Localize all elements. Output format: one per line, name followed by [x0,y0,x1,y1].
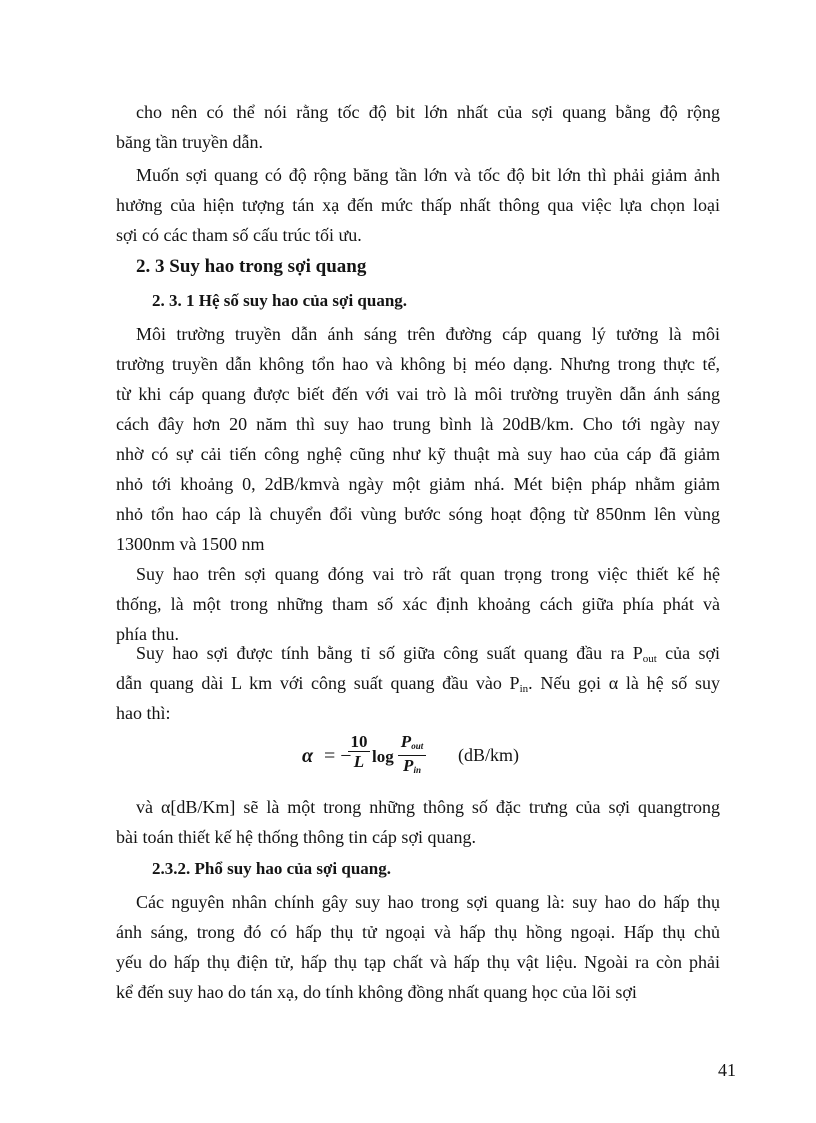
subsection-heading: 2. 3. 1 Hệ số suy hao của sợi quang. [152,291,408,310]
page-number: 41 [718,1060,736,1080]
formula-equals: = − [324,745,352,767]
text-line: nhờ có sự cải tiến công nghệ cũng như kỹ thuật mà suy hao của cáp đã giảm [116,444,720,464]
formula-log: log [372,747,394,766]
formula-p: P [403,756,414,775]
formula-fraction-10-over-L [348,733,370,772]
text-line: cách đây hơn 20 năm thì suy hao trung bình là 20dB/km. Cho tới ngày nay [116,414,720,434]
text-fragment: Suy hao sợi được tính bằng tỉ số giữa công suất quang đầu ra P [136,643,643,663]
formula-denominator: L [353,752,365,771]
text-line: và α[dB/Km] sẽ là một trong những thông số đặc trưng của sợi quangtrong [136,797,720,817]
formula-sub-out: out [411,741,424,751]
text-line: hưởng của hiện tượng tán xạ đến mức thấp nhất thông qua việc lựa chọn loại [116,195,720,215]
text-line: yếu do hấp thụ điện tử, hấp thụ tạp chất và hấp thụ vật liệu. Ngoài ra còn phải [116,952,720,972]
text-line: từ khi cáp quang được biết đến với vai trò là môi trường truyền dẫn ánh sáng [116,384,720,404]
section-heading: 2. 3 Suy hao trong sợi quang [136,256,367,277]
formula-fraction-power [398,733,426,780]
subscript: out [642,653,657,665]
text-line [136,641,720,671]
formula-numerator: 10 [348,733,370,752]
text-line: bài toán thiết kế hệ thống thông tin cáp sợi quang. [116,827,476,847]
text-line [116,671,720,701]
text-line: Muốn sợi quang có độ rộng băng tần lớn và tốc độ bit lớn thì phải giảm ảnh [136,165,720,185]
formula-alpha: α [302,745,314,767]
formula-unit: (dB/km) [458,745,519,765]
text-line: băng tần truyền dẫn. [116,132,263,152]
subsection-heading: 2.3.2. Phổ suy hao của sợi quang. [152,859,391,878]
text-line: cho nên có thể nói rằng tốc độ bit lớn nhất của sợi quang bằng độ rộng [136,102,720,122]
text-line: phía thu. [116,624,179,644]
formula-p-out [398,733,426,756]
text-line: ánh sáng, trong đó có hấp thụ tử ngoại và hấp thụ hồng ngoại. Hấp thụ chủ [116,922,720,942]
text-line: hao thì: [116,703,171,723]
formula-sub-in: in [413,765,421,775]
text-fragment: của sợi [656,643,720,663]
text-line: thống, là một trong những tham số xác định khoảng cách giữa phía phát và [116,594,720,614]
text-line: Môi trường truyền dẫn ánh sáng trên đường cáp quang lý tưởng là môi [136,324,720,344]
text-line: Suy hao trên sợi quang đóng vai trò rất quan trọng trong việc thiết kế hệ [136,564,720,584]
text-line: sợi có các tham số cấu trúc tối ưu. [116,225,362,245]
text-fragment: . Nếu gọi α là hệ số suy [528,673,720,693]
text-line: trường truyền dẫn không tổn hao và không bị méo dạng. Nhưng trong thực tế, [116,354,720,374]
formula-p: P [400,732,412,751]
text-line: Các nguyên nhân chính gây suy hao trong sợi quang là: suy hao do hấp thụ [136,892,720,912]
subscript: in [519,683,529,695]
attenuation-formula [302,733,542,779]
text-fragment: dẫn quang dài L km với công suất quang đầu vào P [116,673,520,693]
text-line: nhỏ tổn hao cáp là chuyển đổi vùng bước sóng hoạt động từ 850nm lên vùng [116,504,720,524]
text-line: kể đến suy hao do tán xạ, do tính không đồng nhất quang học của lõi sợi [116,982,637,1002]
formula-p-in [398,756,426,780]
text-line: nhỏ tới khoảng 0, 2dB/kmvà ngày một giảm nhá. Mét biện pháp nhằm giảm [116,474,720,494]
text-line: 1300nm và 1500 nm [116,534,265,554]
